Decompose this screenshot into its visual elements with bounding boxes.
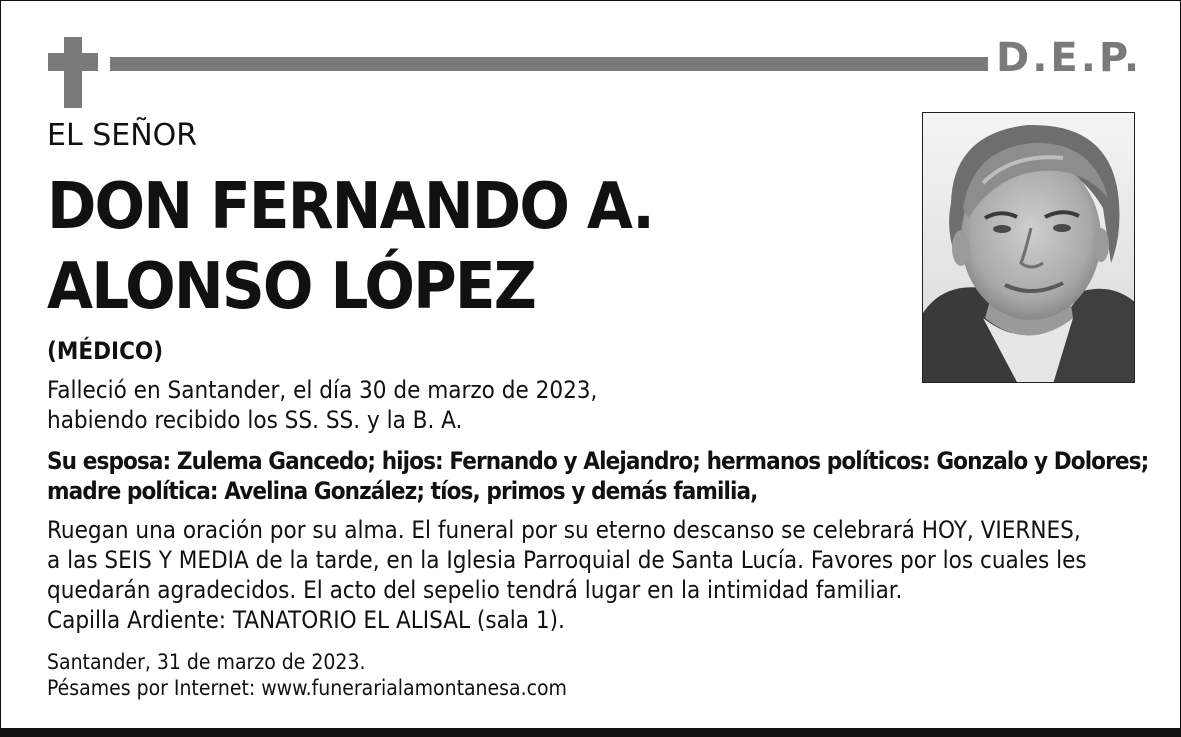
dep-label: D.E.P. (996, 35, 1143, 81)
portrait-image (923, 113, 1135, 383)
honorific: EL SEÑOR (47, 118, 198, 153)
deceased-name-line-1: DON FERNANDO A. (47, 170, 653, 244)
profession: (MÉDICO) (47, 337, 164, 365)
chapel-line: Capilla Ardiente: TANATORIO EL ALISAL (sala 1). (47, 606, 565, 634)
bottom-border (0, 728, 1181, 737)
deceased-name-line-2: ALONSO LÓPEZ (47, 250, 535, 324)
family-line-2: madre política: Avelina González; tíos, primos y demás familia, (47, 477, 758, 505)
portrait-photo (922, 112, 1135, 383)
condolences-link[interactable]: Pésames por Internet: www.funerarialamontanesa.com (47, 676, 567, 700)
family-line-1: Su esposa: Zulema Gancedo; hijos: Fernando y Alejandro; hermanos políticos: Gonzalo y Dolores; (47, 447, 1149, 475)
funeral-line-2: a las SEIS Y MEDIA de la tarde, en la Iglesia Parroquial de Santa Lucía. Favores por los cuales les (47, 546, 1087, 574)
death-notice-line-1: Falleció en Santander, el día 30 de marzo de 2023, (47, 376, 598, 404)
header-rule (110, 57, 988, 71)
funeral-line-1: Ruegan una oración por su alma. El funeral por su eterno descanso se celebrará HOY, VIERNES, (47, 516, 1081, 544)
death-notice-line-2: habiendo recibido los SS. SS. y la B. A. (47, 406, 463, 434)
cross-icon (64, 37, 82, 108)
place-date: Santander, 31 de marzo de 2023. (47, 650, 366, 674)
funeral-line-3: quedarán agradecidos. El acto del sepelio tendrá lugar en la intimidad familiar. (47, 576, 903, 604)
cross-icon-bar (48, 53, 98, 71)
